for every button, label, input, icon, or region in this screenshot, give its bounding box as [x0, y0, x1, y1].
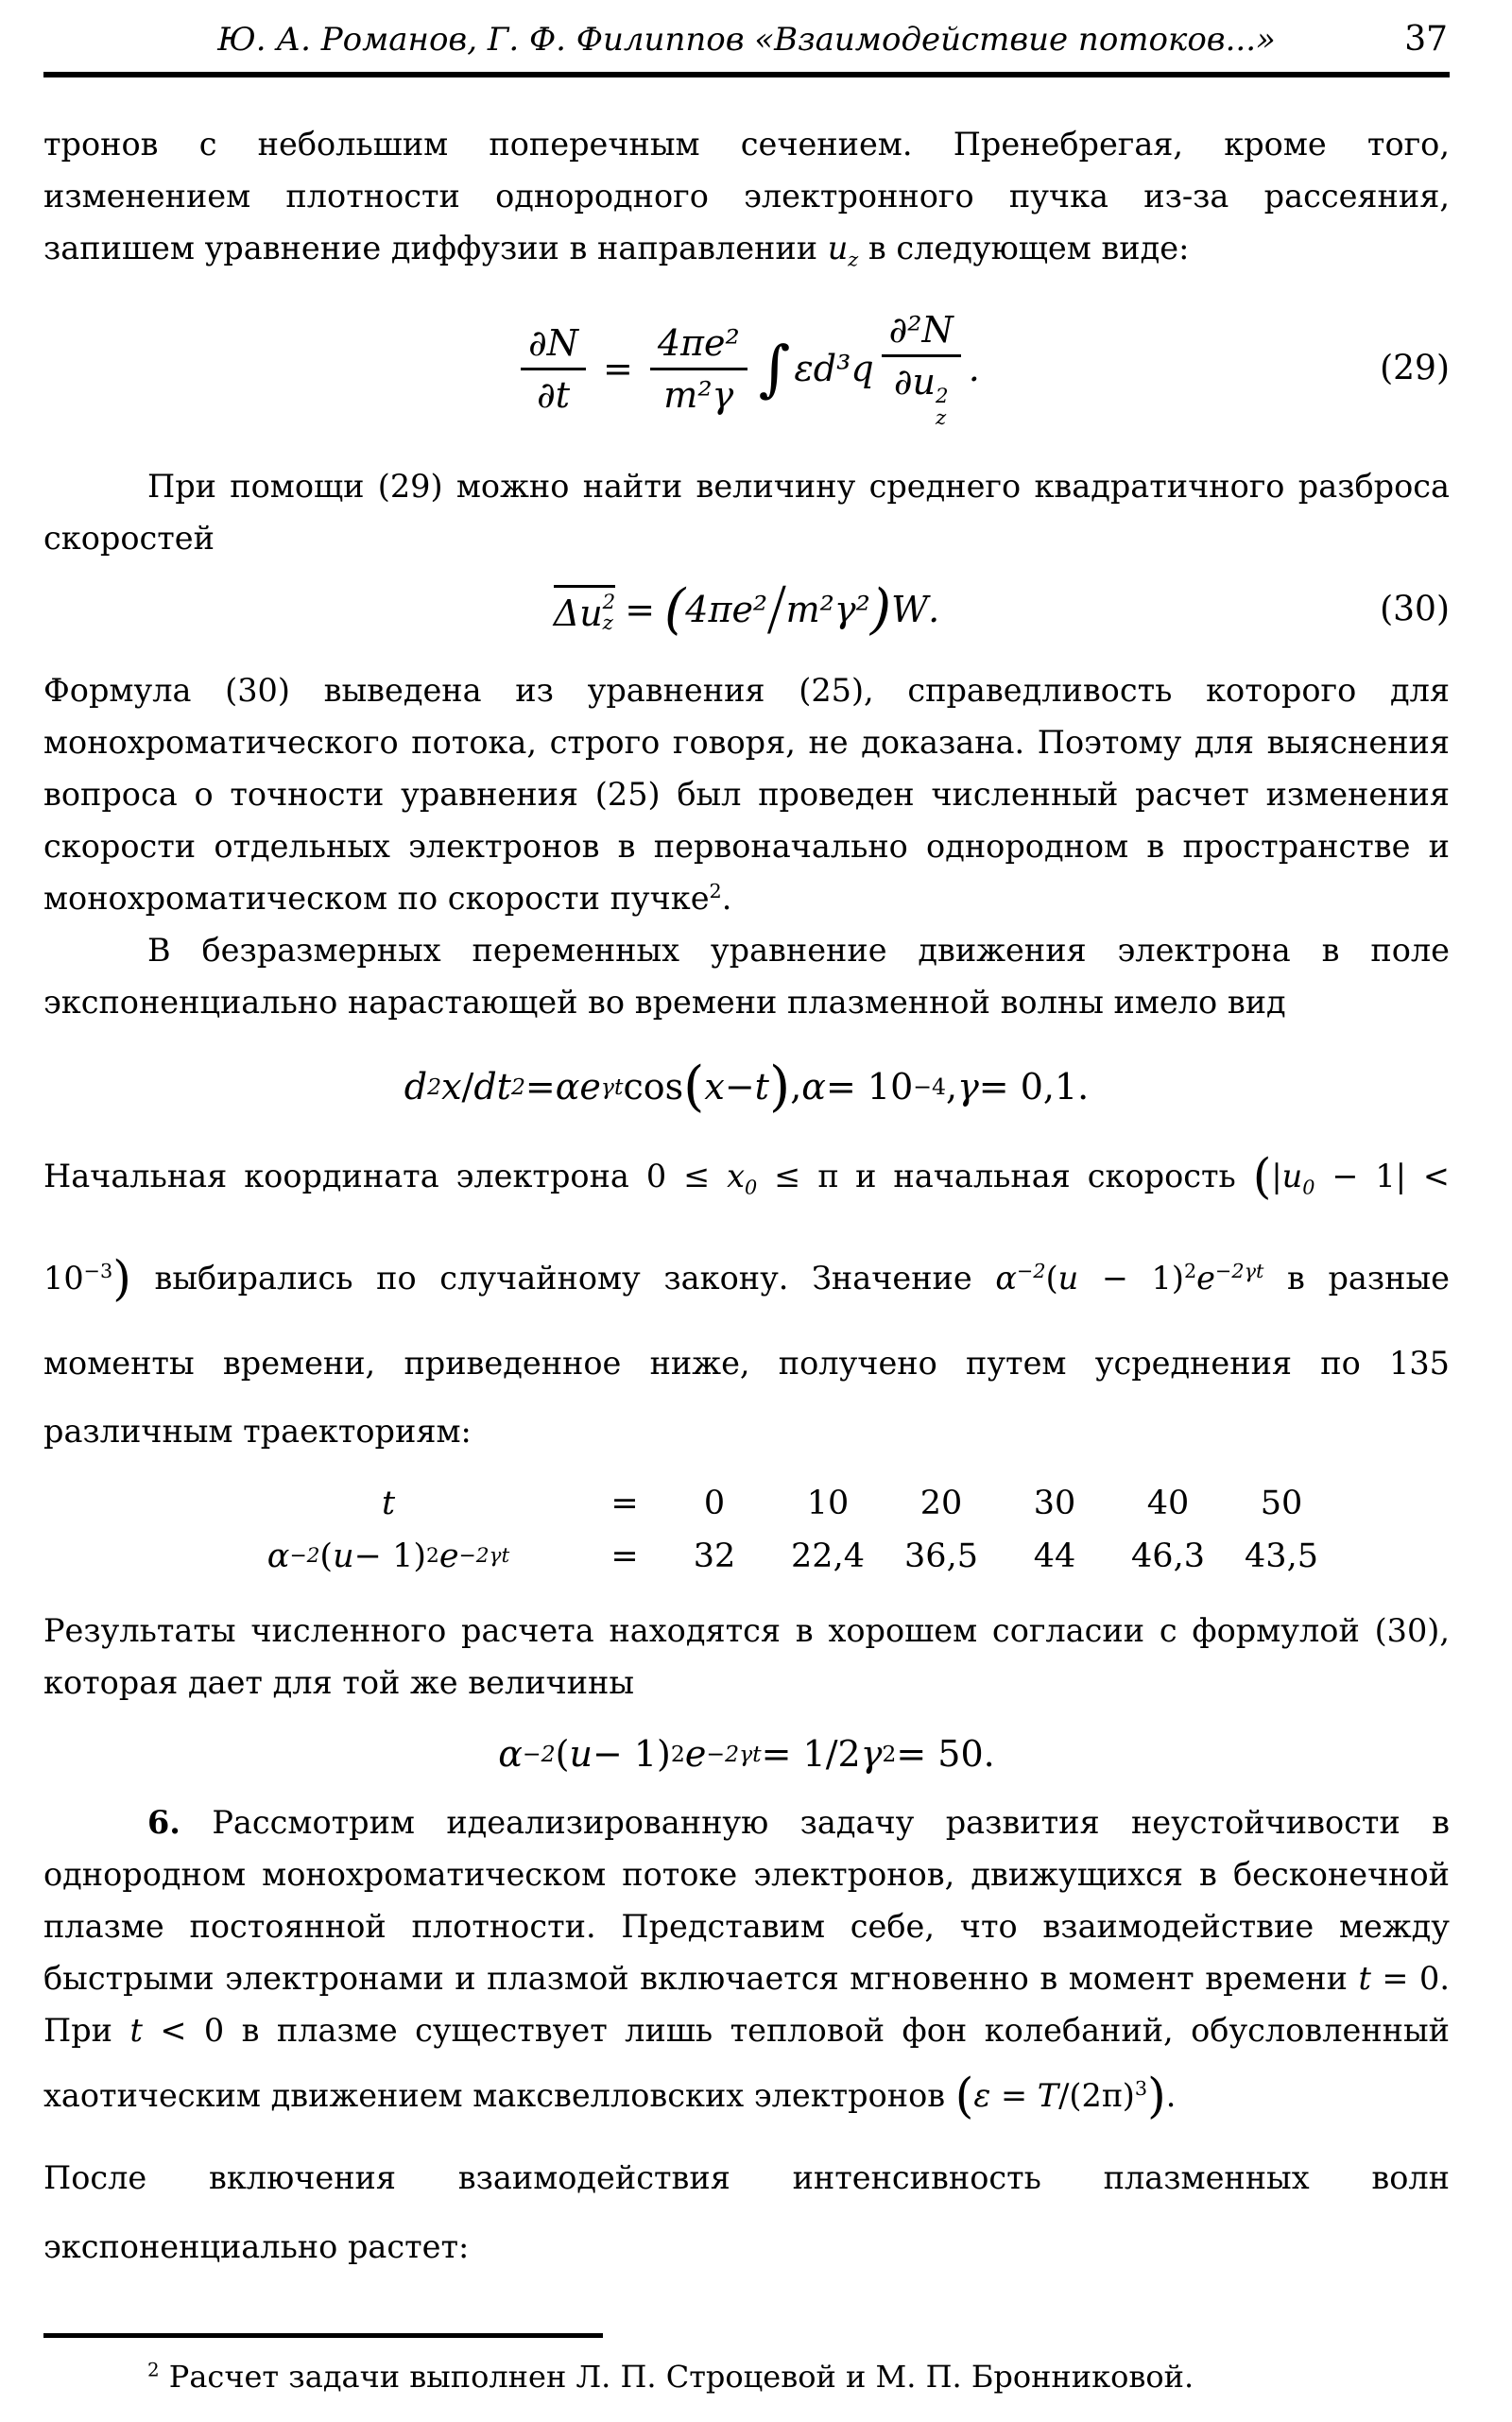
fraction-d2N-du2: ∂²N ∂u 2 z	[882, 309, 961, 429]
equation-motion-body: d 2 x / dt 2 = αe γt cos ( x − t ) , α = 10 −4 , γ = 0,1.	[404, 1055, 1090, 1118]
equation-theoretical-value-body: α −2 ( u − 1) 2 e −2γt = 1/2 γ 2 = 50.	[498, 1733, 995, 1776]
table-row-label: α −2 ( u − 1) 2 e −2γt	[266, 1537, 510, 1575]
header-title: Ю. А. Романов, Г. Ф. Филиппов «Взаимодействие потоков...»	[217, 21, 1276, 59]
fraction-dN-dt: $\frac{\partial N}{\partial t}$	[521, 322, 586, 416]
open-paren: (	[664, 577, 686, 641]
fraction-coefficient: $\frac{\text{4πe²}}{\text{m²γ}}$	[650, 322, 747, 416]
table-cell: 36,5	[904, 1537, 978, 1575]
table-row-label: t	[381, 1484, 396, 1522]
equation-29-body: $\frac{\partial N}{\partial t}$ = $\frac{\text{4πe²}}{\text{m²γ}}$ ∫ εd³q ∂²N ∂u 2 z .	[513, 309, 980, 429]
equals-sign: =	[610, 1537, 639, 1575]
numeric-table	[185, 1485, 1450, 1575]
paragraph-initial-conditions: Начальная координата электрона $0 \le x_0 \le \pi$ и начальная скорость $(|u_0 - 1| < 10^{-3})$ выбирались по случайному закону. Значение $\alpha^{-2}(u - 1)^2e^{-2\gamma t}$ в разные моменты времени, приведенное ниже, получено путем усреднения по 135 различным траекториям:	[43, 1147, 1450, 1450]
table-cell: 32	[693, 1537, 736, 1575]
table-cell: 40	[1146, 1484, 1190, 1522]
paragraph-after-switch-on: После включения взаимодействия интенсивность плазменных волн экспоненциально растет:	[43, 2158, 1450, 2266]
footnote-marker: 2	[147, 2359, 160, 2381]
running-header	[43, 17, 1450, 62]
table-cell: 46,3	[1131, 1537, 1205, 1575]
table-cell: 10	[806, 1484, 850, 1522]
table-cell: 22,4	[791, 1537, 865, 1575]
integrand: εd³q	[794, 348, 874, 390]
equals-sign: =	[610, 1484, 639, 1522]
table-row-alpha-expression	[185, 1537, 1450, 1575]
equation-30-number: (30)	[1380, 590, 1450, 629]
table-cell: 30	[1033, 1484, 1076, 1522]
table-cell: 43,5	[1245, 1537, 1318, 1575]
paragraph-mean-square: При помощи (29) можно найти величину среднего квадратичного разброса скоростей	[43, 468, 1450, 557]
paragraph-formula-30-discussion: Формула (30) выведена из уравнения (25), справедливость которого для монохроматического потока, строго говоря, не доказана. Поэтому для выяснения вопроса о точности уравнения (25) был проведен численный расчет изменения скорости отдельных электронов в первоначально однородном в пространстве и монохроматическом по скорости пучке$^2$.	[43, 671, 1450, 917]
table-cell: 50	[1260, 1484, 1303, 1522]
integral-sign: ∫	[758, 333, 791, 404]
equation-30	[43, 575, 1450, 644]
close-paren: )	[869, 577, 892, 641]
table-cell: 0	[703, 1484, 726, 1522]
equation-30-body: Δu 2 z = ( 4πe² / m²γ² ) W .	[553, 575, 940, 644]
footnote	[43, 2359, 1450, 2395]
paragraph-diffusion-intro: тронов с небольшим поперечным сечением. Пренебрегая, кроме того, изменением плотности однородного электронного пучка из-за рассеяния, запишем уравнение диффузии в направлении $u_z$ в следующем виде:	[43, 126, 1450, 271]
header-rule	[43, 72, 1450, 77]
page-number: 37	[1404, 20, 1448, 59]
table-row-t	[185, 1485, 1450, 1522]
equation-29-number: (29)	[1380, 349, 1450, 388]
footnote-rule	[43, 2333, 603, 2338]
equation-29	[43, 309, 1450, 429]
overlined-delta-u: Δu 2 z	[554, 585, 615, 635]
equation-theoretical-value	[43, 1733, 1450, 1775]
paragraph-dimensionless: В безразмерных переменных уравнение движения электрона в поле экспоненциально нарастающей во времени плазменной волны имело вид	[43, 931, 1450, 1021]
tall-slash: /	[770, 575, 783, 644]
paragraph-section-6: 6. Рассмотрим идеализированную задачу развития неустойчивости в однородном монохроматическом потоке электронов, движущихся в бесконечной плазме постоянной плотности. Представим себе, что взаимодействие между быстрыми электронами и плазмой включается мгновенно в момент времени t = 0. При t < 0 в плазме существует лишь тепловой фон колебаний, обусловленный хаотическим движением максвелловских электронов $(\varepsilon = T/(2\pi)^3)$.	[43, 1804, 1450, 2124]
table-cell: 44	[1033, 1537, 1076, 1575]
equation-motion	[43, 1056, 1450, 1118]
footnote-text: Расчет задачи выполнен Л. П. Строцевой и М. П. Бронниковой.	[159, 2358, 1194, 2395]
table-cell: 20	[919, 1484, 963, 1522]
paragraph-results-agreement: Результаты численного расчета находятся в хорошем согласии с формулой (30), которая дает для той же величины	[43, 1611, 1450, 1701]
